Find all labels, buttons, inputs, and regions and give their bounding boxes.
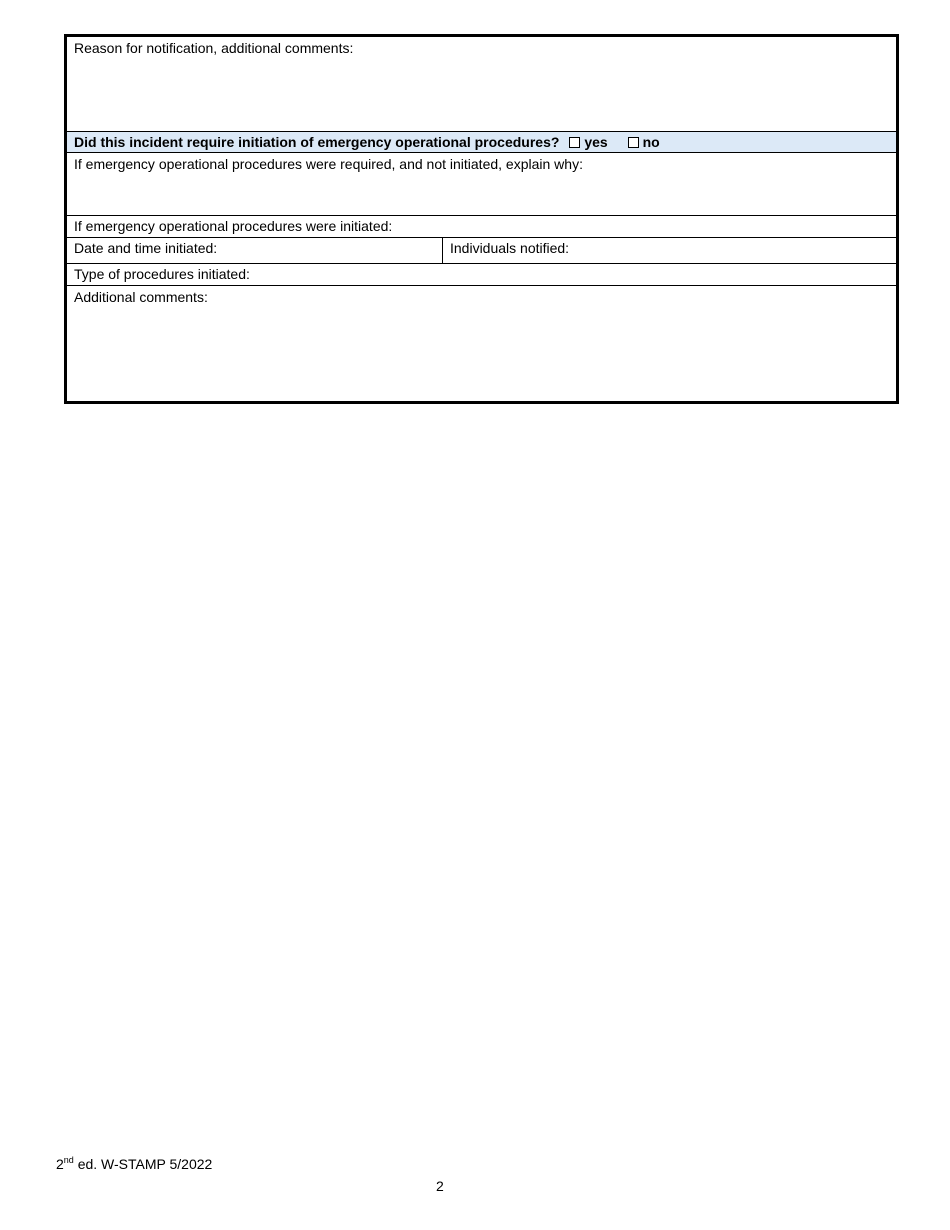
individuals-notified-field[interactable]: [443, 238, 896, 263]
edition-footer: [56, 1155, 212, 1173]
not-initiated-explanation-label: If emergency operational procedures were required, and not initiated, explain why:: [74, 156, 583, 172]
procedure-type-field[interactable]: [67, 264, 896, 286]
initiation-details-row: [67, 238, 896, 264]
edition-suffix: nd: [63, 1155, 74, 1165]
page-number: 2: [436, 1178, 444, 1194]
checkbox-icon: [628, 137, 639, 148]
reason-comments-field[interactable]: [67, 37, 896, 132]
date-time-initiated-field[interactable]: [67, 238, 443, 263]
procedure-type-label: Type of procedures initiated:: [74, 266, 250, 282]
emergency-procedures-question-row: [67, 132, 896, 153]
no-checkbox[interactable]: [628, 133, 660, 151]
additional-comments-label: Additional comments:: [74, 289, 208, 305]
reason-comments-label: Reason for notification, additional comments:: [74, 40, 354, 56]
not-initiated-explanation-field[interactable]: [67, 153, 896, 216]
incident-form: [64, 34, 899, 404]
yes-checkbox[interactable]: [569, 133, 607, 151]
individuals-notified-label: Individuals notified:: [450, 240, 570, 256]
date-time-initiated-label: Date and time initiated:: [74, 240, 218, 256]
edition-number: 2: [56, 1156, 64, 1172]
emergency-procedures-question-label: Did this incident require initiation of emergency operational procedures?: [74, 134, 560, 150]
yes-checkbox-label: yes: [584, 134, 608, 150]
no-checkbox-label: no: [642, 134, 660, 150]
procedures-initiated-heading: [67, 216, 896, 238]
checkbox-icon: [569, 137, 580, 148]
additional-comments-field[interactable]: [67, 286, 896, 401]
edition-text: ed. W-STAMP 5/2022: [73, 1156, 213, 1172]
procedures-initiated-label: If emergency operational procedures were initiated:: [74, 218, 393, 234]
